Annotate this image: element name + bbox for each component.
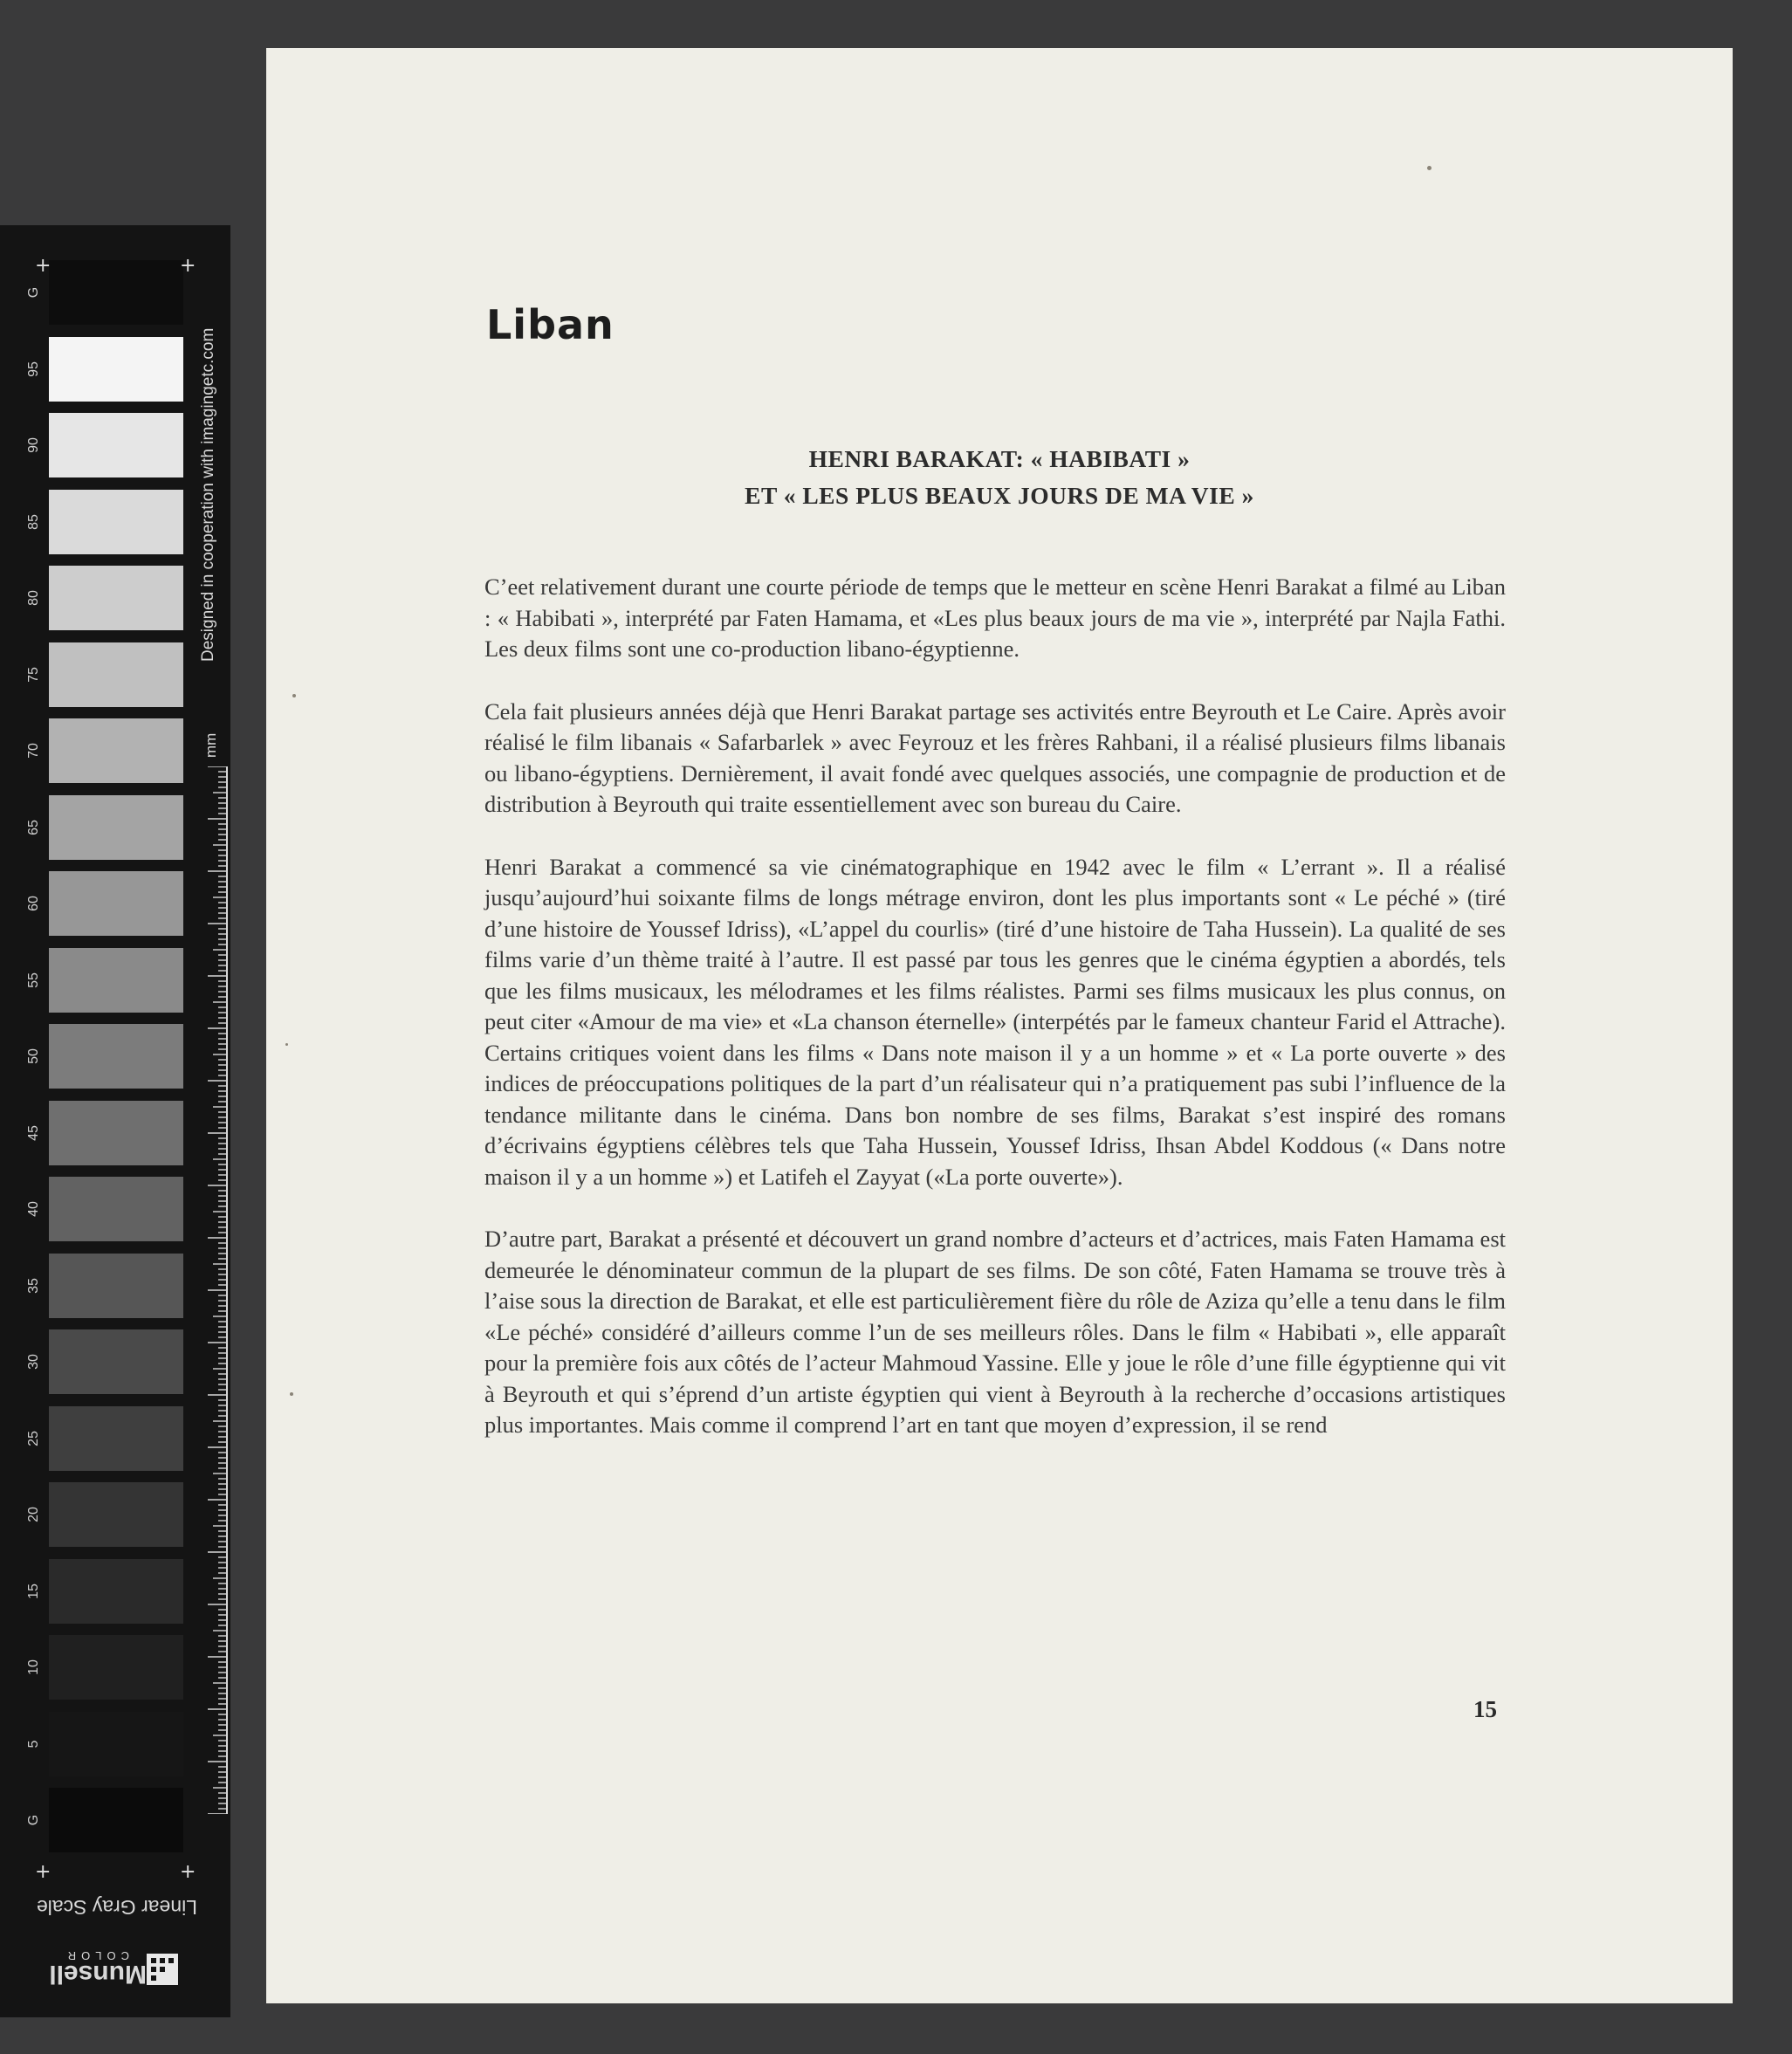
page-number: 15	[1473, 1696, 1497, 1722]
gray-patch	[49, 642, 183, 707]
gray-scale-calibration-strip	[0, 225, 230, 2017]
section-heading: Liban	[486, 301, 614, 348]
document-page	[266, 48, 1733, 2003]
gray-patch	[49, 948, 183, 1013]
brand-sub-label: COLOR	[62, 1949, 129, 1962]
paper-speck	[290, 1392, 293, 1396]
gray-patch	[49, 795, 183, 860]
gray-patch	[49, 1559, 183, 1624]
scale-name-label: Linear Gray Scale	[36, 1896, 197, 1919]
patch-label: 90	[26, 437, 41, 453]
paragraph-2: Cela fait plusieurs années déjà que Henri Barakat partage ses activités entre Beyrouth et Le Caire. Après avoir réalisé le film libanais « Safarbarlek » avec Feyrouz et les frères Rahbani, il a réalisé plusieurs films libanais ou libano-égyptiens. Dernièrement, il avait fondé avec quelques associés, une compagnie de production et de distribution à Beyrouth qui traite essentiellement avec son bureau du Caire.	[484, 697, 1506, 817]
gray-patch	[49, 413, 183, 477]
gray-patch	[49, 1482, 183, 1547]
gray-patch	[49, 1406, 183, 1471]
plus-mark-top-right: +	[180, 255, 196, 277]
patch-label: 15	[26, 1583, 41, 1599]
paragraph-3: Henri Barakat a commencé sa vie cinématographique en 1942 avec le film « L’errant ». Il a réalisé jusqu’aujourd’hui soixante films de longs métrage environ, dont les plus importants sont « Le péché » (tiré d’une histoire de Youssef Idriss), «L’appel du courlis» (tiré d’une histoire de Taha Hussein). La qualité de ses films varie d’un thème traité à l’autre. Il est passé par tous les genres que le cinéma égyptien a abordés, tels que les films musicaux, les mélodrames et les films réalistes. Parmi ses films musicaux les plus connus, on peut citer «Amour de ma vie» et «La chanson éternelle» (interpétés par le fameux chanteur Farid el Attrache). Certains critiques voient dans les films « Dans note maison il y a un homme » et « La porte ouverte » des indices de préoccupations politiques de la part d’un réalisateur qui n’a pratiquement pas subi l’influence de la tendance militante dans le cinéma. Dans bon nombre de ses films, Barakat s’est inspiré des romans d’écrivains égyptiens célèbres tels que Taha Hussein, Youssef Idriss, Ihsan Abdel Koddous (« Dans notre maison il y a un homme ») et Latifeh el Zayyat («La porte ouverte»).	[484, 853, 1506, 1190]
patch-label: 65	[26, 819, 41, 835]
gray-patch	[49, 260, 183, 325]
strip-credit-text: Designed in cooperation with imagingetc.com	[199, 327, 217, 662]
patch-label: 75	[26, 666, 41, 683]
paragraph-4: D’autre part, Barakat a présenté et découvert un grand nombre d’acteurs et d’actrices, mais Faten Hamama est demeurée le dénominateur commun de la plupart de ses films. De son côté, Faten Hamama se trouve très à l’aise sous la direction de Barakat, et elle est particulièrement fière du rôle de Aziza qu’elle a tenu dans le film «Le péché» considéré d’ailleurs comme l’un de ses meilleurs rôles. Dans le film « Habibati », elle apparaît pour la première fois aux côtés de l’acteur Mahmoud Yassine. Elle y joue le rôle d’une fille égyptienne qui vit à Beyrouth et qui s’éprend d’un artiste égyptien qui vient à Beyrouth à la recherche d’occasions artistiques plus importantes. Mais comme il comprend l’art en tant que moyen d’expression, il se rend	[484, 1226, 1506, 1438]
plus-mark-bottom-left: +	[35, 1861, 51, 1883]
patch-label: 55	[26, 972, 41, 988]
gray-patch	[49, 1329, 183, 1394]
millimeter-ruler	[206, 766, 229, 1814]
patch-label: 20	[26, 1507, 41, 1522]
article-title-line-2: ET « LES PLUS BEAUX JOURS DE MA VIE »	[745, 482, 1254, 509]
gray-patch	[49, 1788, 183, 1852]
article-title-line-1: HENRI BARAKAT: « HABIBATI »	[808, 445, 1191, 472]
article-body	[484, 572, 1506, 1473]
patch-label: 50	[26, 1048, 41, 1064]
gray-patch	[49, 871, 183, 936]
gray-patch	[49, 1635, 183, 1700]
paper-speck	[1427, 166, 1432, 170]
gray-patch	[49, 1101, 183, 1165]
paragraph-1: C’eet relativement durant une courte période de temps que le metteur en scène Henri Barakat a filmé au Liban : « Habibati », interprété par Faten Hamama, et «Les plus beaux jours de ma vie », interprété par Najla Fathi. Les deux films sont une co-production libano-égyptienne.	[484, 574, 1506, 662]
patch-label: 40	[26, 1201, 41, 1217]
gray-patch	[49, 1712, 183, 1776]
patch-label: 35	[26, 1277, 41, 1294]
gray-patch	[49, 718, 183, 783]
gray-patch	[49, 566, 183, 630]
gray-patch	[49, 1024, 183, 1089]
article-title	[467, 441, 1532, 514]
patch-label: 80	[26, 590, 41, 606]
gray-patch	[49, 337, 183, 402]
gray-patch	[49, 1177, 183, 1241]
patch-label: 95	[26, 361, 41, 377]
plus-mark-bottom-right: +	[180, 1861, 196, 1883]
gray-patch	[49, 490, 183, 554]
patch-label: 45	[26, 1124, 41, 1141]
munsell-logo-icon	[147, 1954, 178, 1985]
patch-label: 85	[26, 513, 41, 530]
brand-label: Munsell	[49, 1960, 147, 1989]
paper-speck	[285, 1043, 288, 1046]
gray-patch	[49, 1254, 183, 1318]
plus-mark-top-left: +	[35, 255, 51, 277]
patch-label: 30	[26, 1354, 41, 1370]
patch-label: G	[26, 286, 41, 299]
patch-label: 60	[26, 896, 41, 911]
patch-label: 25	[26, 1430, 41, 1446]
patch-label: 10	[26, 1659, 41, 1675]
strip-unit-label: mm	[203, 732, 219, 758]
patch-label: 5	[26, 1740, 41, 1748]
paper-speck	[292, 694, 296, 697]
patch-label: G	[26, 1814, 41, 1826]
patch-label: 70	[26, 743, 41, 759]
